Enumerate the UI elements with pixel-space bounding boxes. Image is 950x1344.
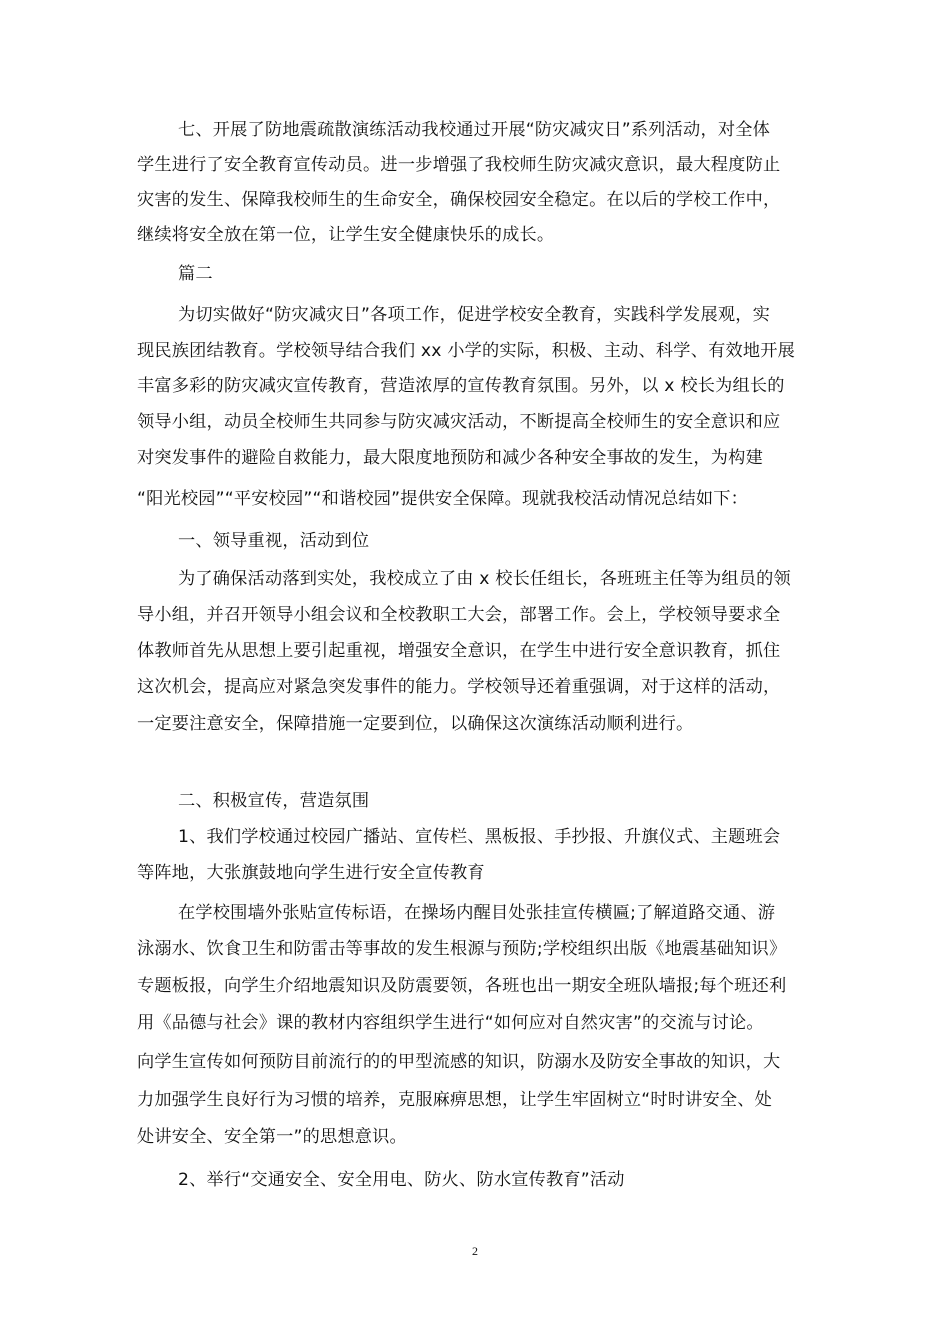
section-1-line-1: 为了确保活动落到实处，我校成立了由 x 校长任组长，各班班主任等为组员的领 <box>178 569 791 589</box>
intro-line-3: 丰富多彩的防灾减灾宣传教育，营造浓厚的宣传教育氛围。另外，以 x 校长为组长的 <box>137 376 785 396</box>
section-1-line-4: 这次机会，提高应对紧急突发事件的能力。学校领导还着重强调，对于这样的活动， <box>137 677 781 697</box>
section-2-item-1-line-2: 等阵地，大张旗鼓地向学生进行安全宣传教育 <box>137 863 485 883</box>
section-2-body-line-2: 泳溺水、饮食卫生和防雷击等事故的发生根源与预防;学校组织出版《地震基础知识》 <box>137 939 787 959</box>
heading-pian2: 篇二 <box>178 264 213 284</box>
section-2-body-line-7: 处讲安全、安全第一”的思想意识。 <box>137 1127 407 1147</box>
intro-line-5: 对突发事件的避险自救能力，最大限度地预防和减少各种安全事故的发生，为构建 <box>137 448 763 468</box>
section-2-body-line-4: 用《品德与社会》课的教材内容组织学生进行“如何应对自然灾害”的交流与讨论。 <box>137 1013 764 1033</box>
section-2-item-1-line-1: 1、我们学校通过校园广播站、宣传栏、黑板报、手抄报、升旗仪式、主题班会 <box>178 827 781 847</box>
paragraph-7-line-4: 继续将安全放在第一位，让学生安全健康快乐的成长。 <box>137 225 555 245</box>
section-2-title: 二、积极宣传，营造氛围 <box>178 791 370 811</box>
page-number: 2 <box>472 1244 478 1258</box>
section-1-title: 一、领导重视，活动到位 <box>178 531 370 551</box>
section-2-body-line-5: 向学生宣传如何预防目前流行的的甲型流感的知识，防溺水及防安全事故的知识，大 <box>137 1052 781 1072</box>
section-2-item-2: 2、举行“交通安全、安全用电、防火、防水宣传教育”活动 <box>178 1170 625 1190</box>
paragraph-7-line-1: 七、开展了防地震疏散演练活动我校通过开展“防灾减灾日”系列活动，对全体 <box>178 120 770 140</box>
section-2-body-line-1: 在学校围墙外张贴宣传标语，在操场内醒目处张挂宣传横匾;了解道路交通、游 <box>178 903 776 923</box>
section-1-line-5: 一定要注意安全，保障措施一定要到位，以确保这次演练活动顺利进行。 <box>137 714 694 734</box>
section-2-body-line-6: 力加强学生良好行为习惯的培养，克服麻痹思想，让学生牢固树立“时时讲安全、处 <box>137 1090 773 1110</box>
intro-line-6: “阳光校园”“平安校园”“和谐校园”提供安全保障。现就我校活动情况总结如下： <box>137 489 749 509</box>
section-1-line-2: 导小组，并召开领导小组会议和全校教职工大会，部署工作。会上，学校领导要求全 <box>137 605 781 625</box>
section-2-body-line-3: 专题板报，向学生介绍地震知识及防震要领，各班也出一期安全班队墙报;每个班还利 <box>137 976 787 996</box>
section-1-line-3: 体教师首先从思想上要引起重视，增强安全意识，在学生中进行安全意识教育，抓住 <box>137 641 781 661</box>
intro-line-4: 领导小组，动员全校师生共同参与防灾减灾活动，不断提高全校师生的安全意识和应 <box>137 412 781 432</box>
paragraph-7-line-2: 学生进行了安全教育宣传动员。进一步增强了我校师生防灾减灾意识，最大程度防止 <box>137 155 781 175</box>
paragraph-7-line-3: 灾害的发生、保障我校师生的生命安全，确保校园安全稳定。在以后的学校工作中， <box>137 190 781 210</box>
intro-line-2: 现民族团结教育。学校领导结合我们 xx 小学的实际，积极、主动、科学、有效地开展 <box>137 341 796 361</box>
intro-line-1: 为切实做好“防灾减灾日”各项工作，促进学校安全教育，实践科学发展观，实 <box>178 305 770 325</box>
